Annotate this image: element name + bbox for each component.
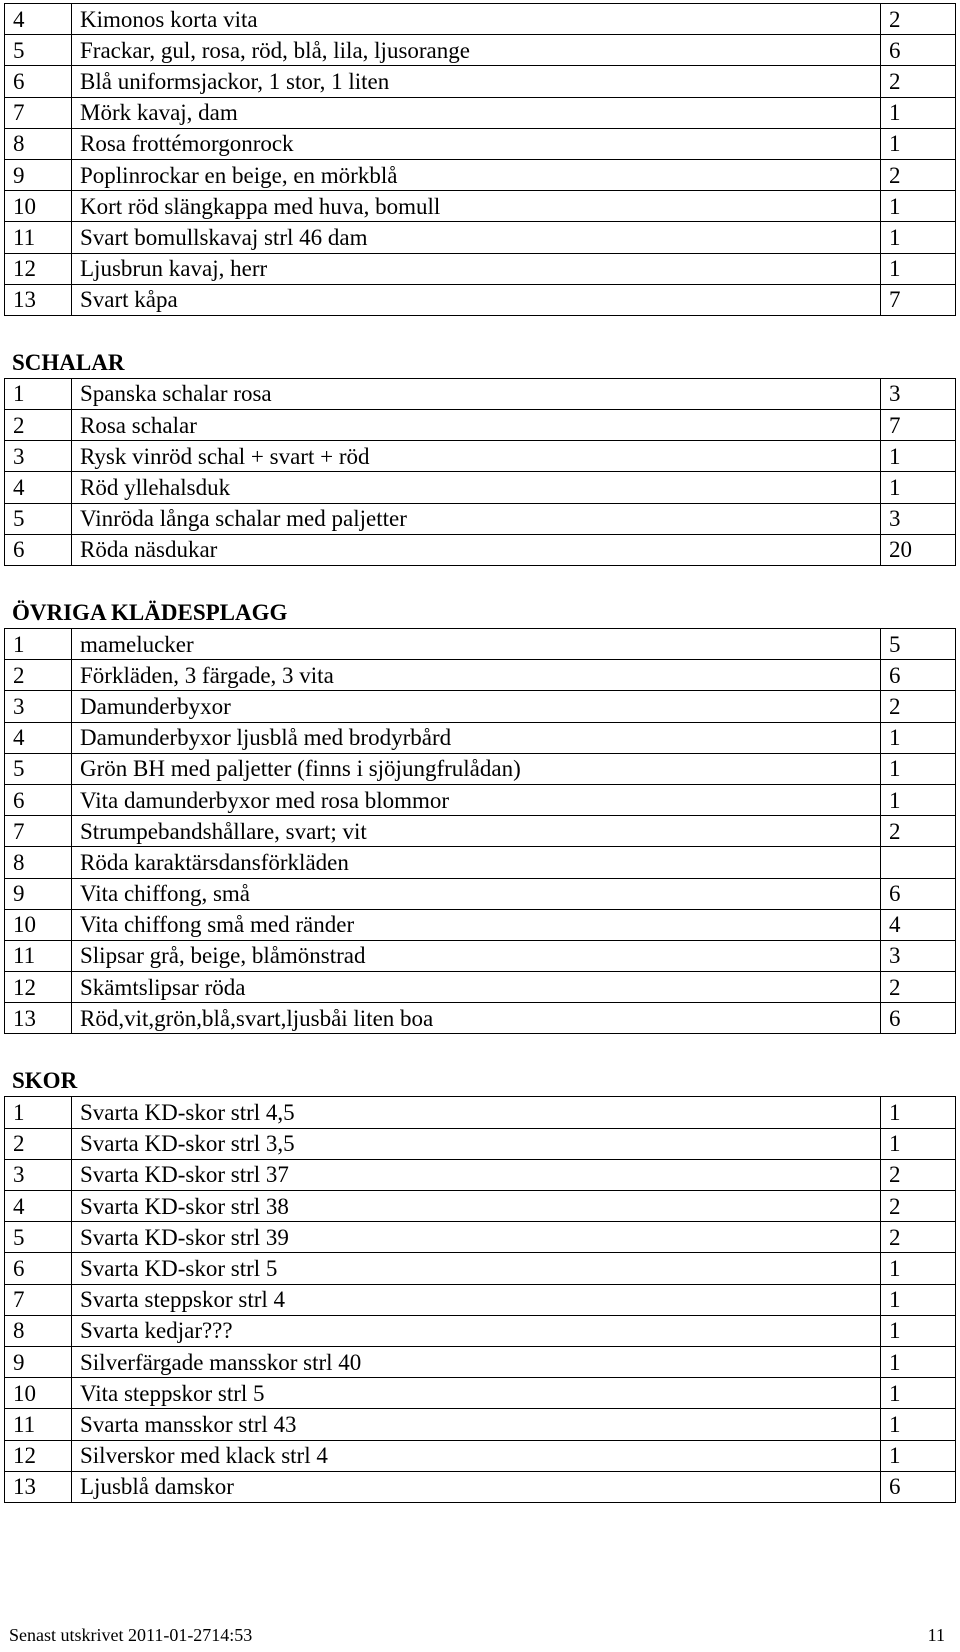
item-quantity: 5 (881, 629, 956, 660)
inventory-table (4, 378, 956, 566)
item-number: 11 (5, 1409, 72, 1440)
table-row (5, 784, 956, 815)
item-quantity: 1 (881, 1315, 956, 1346)
item-quantity: 1 (881, 1346, 956, 1377)
item-quantity: 2 (881, 972, 956, 1003)
table-row (5, 378, 956, 409)
table-row (5, 222, 956, 253)
table-row (5, 1003, 956, 1034)
item-name: Svarta mansskor strl 43 (72, 1409, 881, 1440)
item-name: Slipsar grå, beige, blåmönstrad (72, 940, 881, 971)
table-row (5, 191, 956, 222)
table-row (5, 253, 956, 284)
item-number: 6 (5, 66, 72, 97)
item-number: 5 (5, 753, 72, 784)
item-quantity: 2 (881, 1159, 956, 1190)
item-number: 13 (5, 284, 72, 315)
table-row (5, 35, 956, 66)
item-number: 5 (5, 1222, 72, 1253)
section-gap (4, 316, 956, 348)
item-quantity: 1 (881, 1128, 956, 1159)
item-number: 12 (5, 972, 72, 1003)
table-row (5, 1191, 956, 1222)
item-name: Ljusblå damskor (72, 1471, 881, 1502)
item-number: 1 (5, 629, 72, 660)
item-number: 1 (5, 1097, 72, 1128)
table-row (5, 1128, 956, 1159)
item-number: 8 (5, 847, 72, 878)
item-quantity: 6 (881, 660, 956, 691)
item-quantity: 1 (881, 222, 956, 253)
item-quantity: 1 (881, 472, 956, 503)
table-row (5, 660, 956, 691)
table-row (5, 722, 956, 753)
item-name: Blå uniformsjackor, 1 stor, 1 liten (72, 66, 881, 97)
section-heading: ÖVRIGA KLÄDESPLAGG (12, 600, 288, 625)
item-number: 11 (5, 940, 72, 971)
item-quantity: 2 (881, 4, 956, 35)
table-row (5, 1471, 956, 1502)
table-row (5, 847, 956, 878)
item-quantity: 1 (881, 128, 956, 159)
table-row (5, 410, 956, 441)
item-name: Vinröda långa schalar med paljetter (72, 503, 881, 534)
item-name: Röda karaktärsdansförkläden (72, 847, 881, 878)
document-page (4, 3, 956, 1503)
table-row (5, 1409, 956, 1440)
item-quantity: 1 (881, 753, 956, 784)
item-name: Svarta KD-skor strl 39 (72, 1222, 881, 1253)
item-name: Vita damunderbyxor med rosa blommor (72, 784, 881, 815)
item-number: 8 (5, 1315, 72, 1346)
item-number: 2 (5, 410, 72, 441)
table-row (5, 128, 956, 159)
item-quantity: 2 (881, 66, 956, 97)
table-row (5, 1346, 956, 1377)
item-number: 3 (5, 441, 72, 472)
item-number: 4 (5, 722, 72, 753)
item-quantity: 1 (881, 441, 956, 472)
item-number: 6 (5, 534, 72, 565)
inventory-table (4, 1096, 956, 1502)
item-number: 2 (5, 660, 72, 691)
table-row (5, 629, 956, 660)
item-name: Svarta steppskor strl 4 (72, 1284, 881, 1315)
item-name: Frackar, gul, rosa, röd, blå, lila, ljusorange (72, 35, 881, 66)
item-name: Ljusbrun kavaj, herr (72, 253, 881, 284)
item-quantity: 1 (881, 1253, 956, 1284)
item-name: Rosa frottémorgonrock (72, 128, 881, 159)
table-row (5, 534, 956, 565)
item-quantity: 2 (881, 1222, 956, 1253)
item-name: Röda näsdukar (72, 534, 881, 565)
item-quantity: 1 (881, 1284, 956, 1315)
item-quantity: 1 (881, 191, 956, 222)
item-number: 10 (5, 909, 72, 940)
item-name: Rosa schalar (72, 410, 881, 441)
item-quantity: 6 (881, 878, 956, 909)
item-number: 3 (5, 691, 72, 722)
item-quantity: 3 (881, 940, 956, 971)
table-row (5, 1097, 956, 1128)
item-name: Svarta kedjar??? (72, 1315, 881, 1346)
item-quantity: 7 (881, 410, 956, 441)
item-name: Kimonos korta vita (72, 4, 881, 35)
item-number: 7 (5, 97, 72, 128)
item-number: 7 (5, 816, 72, 847)
item-quantity: 1 (881, 1409, 956, 1440)
item-name: Grön BH med paljetter (finns i sjöjungfrulådan) (72, 753, 881, 784)
table-row (5, 753, 956, 784)
item-name: Mörk kavaj, dam (72, 97, 881, 128)
item-number: 12 (5, 253, 72, 284)
item-quantity: 1 (881, 1378, 956, 1409)
item-number: 6 (5, 784, 72, 815)
item-number: 7 (5, 1284, 72, 1315)
item-quantity: 3 (881, 378, 956, 409)
item-name: Svarta KD-skor strl 38 (72, 1191, 881, 1222)
item-quantity: 1 (881, 253, 956, 284)
item-name: Svarta KD-skor strl 4,5 (72, 1097, 881, 1128)
item-name: Svart kåpa (72, 284, 881, 315)
table-row (5, 159, 956, 190)
item-name: Damunderbyxor (72, 691, 881, 722)
item-number: 10 (5, 1378, 72, 1409)
item-name: Poplinrockar en beige, en mörkblå (72, 159, 881, 190)
table-row (5, 284, 956, 315)
section-gap (4, 566, 956, 598)
item-number: 4 (5, 472, 72, 503)
item-quantity: 1 (881, 1097, 956, 1128)
item-number: 11 (5, 222, 72, 253)
table-row (5, 1284, 956, 1315)
table-row (5, 940, 956, 971)
item-name: Svarta KD-skor strl 3,5 (72, 1128, 881, 1159)
item-name: Svarta KD-skor strl 5 (72, 1253, 881, 1284)
item-number: 13 (5, 1471, 72, 1502)
item-quantity: 4 (881, 909, 956, 940)
item-quantity: 1 (881, 1440, 956, 1471)
item-name: Strumpebandshållare, svart; vit (72, 816, 881, 847)
item-number: 5 (5, 503, 72, 534)
item-quantity: 6 (881, 35, 956, 66)
item-quantity: 7 (881, 284, 956, 315)
item-number: 3 (5, 1159, 72, 1190)
table-row (5, 909, 956, 940)
table-row (5, 972, 956, 1003)
item-name: Röd,vit,grön,blå,svart,ljusbåi liten boa (72, 1003, 881, 1034)
item-name: Vita chiffong, små (72, 878, 881, 909)
table-row (5, 97, 956, 128)
item-name: Svart bomullskavaj strl 46 dam (72, 222, 881, 253)
inventory-table (4, 3, 956, 316)
item-name: Röd yllehalsduk (72, 472, 881, 503)
item-number: 9 (5, 159, 72, 190)
page-number: 11 (927, 1625, 945, 1645)
item-quantity: 2 (881, 1191, 956, 1222)
section-heading: SCHALAR (12, 349, 125, 375)
table-row (5, 878, 956, 909)
item-name: Rysk vinröd schal + svart + röd (72, 441, 881, 472)
section-heading: SKOR (12, 1068, 78, 1094)
item-name: Svarta KD-skor strl 37 (72, 1159, 881, 1190)
item-quantity: 2 (881, 816, 956, 847)
item-quantity: 1 (881, 722, 956, 753)
item-quantity: 1 (881, 97, 956, 128)
table-row (5, 1440, 956, 1471)
item-quantity: 6 (881, 1003, 956, 1034)
item-number: 13 (5, 1003, 72, 1034)
table-row (5, 691, 956, 722)
item-name: Silverskor med klack strl 4 (72, 1440, 881, 1471)
item-quantity: 20 (881, 534, 956, 565)
item-name: Vita steppskor strl 5 (72, 1378, 881, 1409)
item-number: 12 (5, 1440, 72, 1471)
item-number: 6 (5, 1253, 72, 1284)
table-row (5, 1253, 956, 1284)
item-name: Damunderbyxor ljusblå med brodyrbård (72, 722, 881, 753)
item-name: Skämtslipsar röda (72, 972, 881, 1003)
item-name: Vita chiffong små med ränder (72, 909, 881, 940)
item-number: 8 (5, 128, 72, 159)
table-row (5, 4, 956, 35)
inventory-table (4, 628, 956, 1034)
item-number: 5 (5, 35, 72, 66)
table-row (5, 1222, 956, 1253)
item-name: Kort röd slängkappa med huva, bomull (72, 191, 881, 222)
item-quantity: 3 (881, 503, 956, 534)
item-number: 9 (5, 878, 72, 909)
table-row (5, 66, 956, 97)
item-name: Spanska schalar rosa (72, 378, 881, 409)
table-row (5, 441, 956, 472)
last-printed-text: Senast utskrivet 2011-01-2714:53 (9, 1625, 253, 1645)
table-row (5, 472, 956, 503)
item-quantity: 6 (881, 1471, 956, 1502)
item-number: 4 (5, 4, 72, 35)
item-name: Förkläden, 3 färgade, 3 vita (72, 660, 881, 691)
item-number: 9 (5, 1346, 72, 1377)
item-number: 4 (5, 1191, 72, 1222)
item-name: mamelucker (72, 629, 881, 660)
item-quantity (881, 847, 956, 878)
table-row (5, 503, 956, 534)
item-quantity: 2 (881, 159, 956, 190)
item-number: 10 (5, 191, 72, 222)
table-row (5, 1159, 956, 1190)
table-row (5, 1378, 956, 1409)
item-quantity: 2 (881, 691, 956, 722)
item-number: 1 (5, 378, 72, 409)
item-number: 2 (5, 1128, 72, 1159)
table-row (5, 1315, 956, 1346)
section-gap (4, 1034, 956, 1066)
item-quantity: 1 (881, 784, 956, 815)
table-row (5, 816, 956, 847)
item-name: Silverfärgade mansskor strl 40 (72, 1346, 881, 1377)
